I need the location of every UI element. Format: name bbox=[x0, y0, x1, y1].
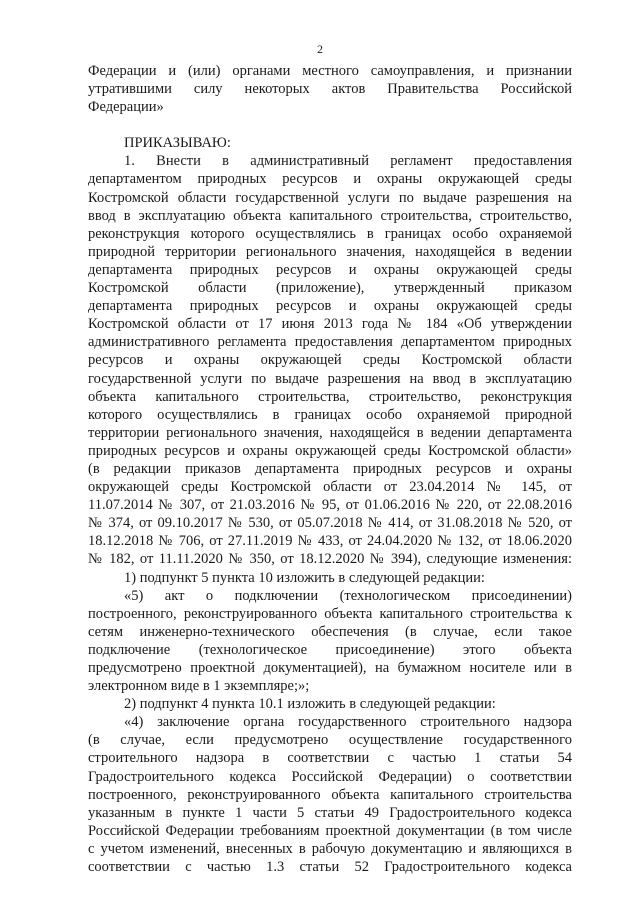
text-line: сетям инженерно-технического обеспечения (в случае, если такое bbox=[88, 623, 572, 640]
text-line: которого осуществлялись в границах особо охраняемой природной bbox=[88, 406, 572, 423]
text-line: построенного, реконструированного объекта капитального строительства к bbox=[88, 605, 572, 622]
text-line: (в редакции приказов департамента природных ресурсов и охраны bbox=[88, 460, 572, 477]
text-line: электронном виде в 1 экземпляре;»; bbox=[88, 678, 310, 695]
text-line: построенного, реконструированного объекта капитального строительства bbox=[88, 786, 572, 803]
text-line: Костромской области государственной услуги по выдаче разрешения на bbox=[88, 189, 572, 206]
text-line: 18.12.2018 № 706, от 27.11.2019 № 433, от 24.04.2020 № 132, от 18.06.2020 bbox=[88, 533, 572, 550]
text-line: соответствии с частью 1.3 статьи 52 Градостроительного кодекса bbox=[88, 859, 572, 876]
text-line: Федерации» bbox=[88, 99, 164, 116]
text-line: административного регламента предоставления департаментом природных bbox=[88, 334, 572, 351]
text-line: природной территории регионального значения, находящейся в ведении bbox=[88, 243, 572, 260]
text-line: указанным в пункте 1 части 5 статьи 49 Градостроительного кодекса bbox=[88, 804, 572, 821]
text-line: Костромской области (приложение), утвержденный приказом bbox=[88, 280, 572, 297]
text-line: № 374, от 09.10.2017 № 530, от 05.07.2018 № 414, от 31.08.2018 № 520, от bbox=[88, 515, 572, 532]
text-line: предусмотрено проектной документацией), на бумажном носителе или в bbox=[88, 660, 572, 676]
text-line: департаментом природных ресурсов и охраны окружающей среды bbox=[88, 171, 572, 188]
text-line: строительного надзора в соответствии с частью 1 статьи 54 bbox=[88, 750, 572, 767]
text-line: государственной услуги по выдаче разрешения на ввод в эксплуатацию bbox=[88, 370, 572, 387]
text-line: департамента природных ресурсов и охраны окружающей среды bbox=[88, 261, 572, 278]
text-line: территории регионального значения, находящейся в ведении департамента bbox=[88, 424, 572, 441]
text-line: 2) подпункт 4 пункта 10.1 изложить в следующей редакции: bbox=[124, 696, 496, 713]
text-line: природных ресурсов и охраны окружающей среды Костромской области» bbox=[88, 442, 572, 459]
text-line: объекта капитального строительства, строительство, реконструкция bbox=[88, 388, 572, 405]
text-line: ввод в эксплуатацию объекта капитального строительства, строительство, bbox=[88, 207, 572, 224]
text-line: Российской Федерации требованиям проектной документации (в том числе bbox=[88, 822, 572, 839]
text-line: реконструкция которого осуществлялись в границах особо охраняемой bbox=[88, 225, 572, 242]
document-body bbox=[88, 62, 572, 876]
text-line: подключение (технологическое присоединение) этого объекта bbox=[88, 641, 572, 658]
text-line: Федерации и (или) органами местного самоуправления, и признании bbox=[88, 63, 572, 79]
text-line: Костромской области от 17 июня 2013 года № 184 «Об утверждении bbox=[88, 316, 572, 333]
page-number: 2 bbox=[317, 42, 323, 56]
text-line: ресурсов и охраны окружающей среды Костромской области bbox=[88, 352, 572, 369]
text-line: с учетом изменений, внесенных в рабочую документацию и являющихся в bbox=[88, 840, 572, 857]
text-line: (в случае, если предусмотрено осуществление государственного bbox=[88, 732, 572, 749]
text-line: 1. Внести в административный регламент предоставления bbox=[124, 153, 572, 170]
paragraph-gap bbox=[88, 116, 572, 134]
text-line: Градостроительного кодекса Российской Федерации) о соответствии bbox=[88, 768, 572, 785]
text-line: № 182, от 11.11.2020 № 350, от 18.12.2020 № 394), следующие изменения: bbox=[88, 551, 572, 568]
text-line: департамента природных ресурсов и охраны окружающей среды bbox=[88, 298, 572, 315]
text-line: окружающей среды Костромской области от 23.04.2014 № 145, от bbox=[88, 479, 572, 496]
text-line: «5) акт о подключении (технологическом присоединении) bbox=[124, 587, 572, 604]
text-line: 11.07.2014 № 307, от 21.03.2016 № 95, от 01.06.2016 № 220, от 22.08.2016 bbox=[88, 497, 572, 514]
text-line: утратившими силу некоторых актов Правительства Российской bbox=[88, 81, 572, 98]
text-line: 1) подпункт 5 пункта 10 изложить в следующей редакции: bbox=[124, 569, 485, 586]
text-line: «4) заключение органа государственного строительного надзора bbox=[124, 714, 572, 731]
text-line: ПРИКАЗЫВАЮ: bbox=[124, 135, 231, 152]
